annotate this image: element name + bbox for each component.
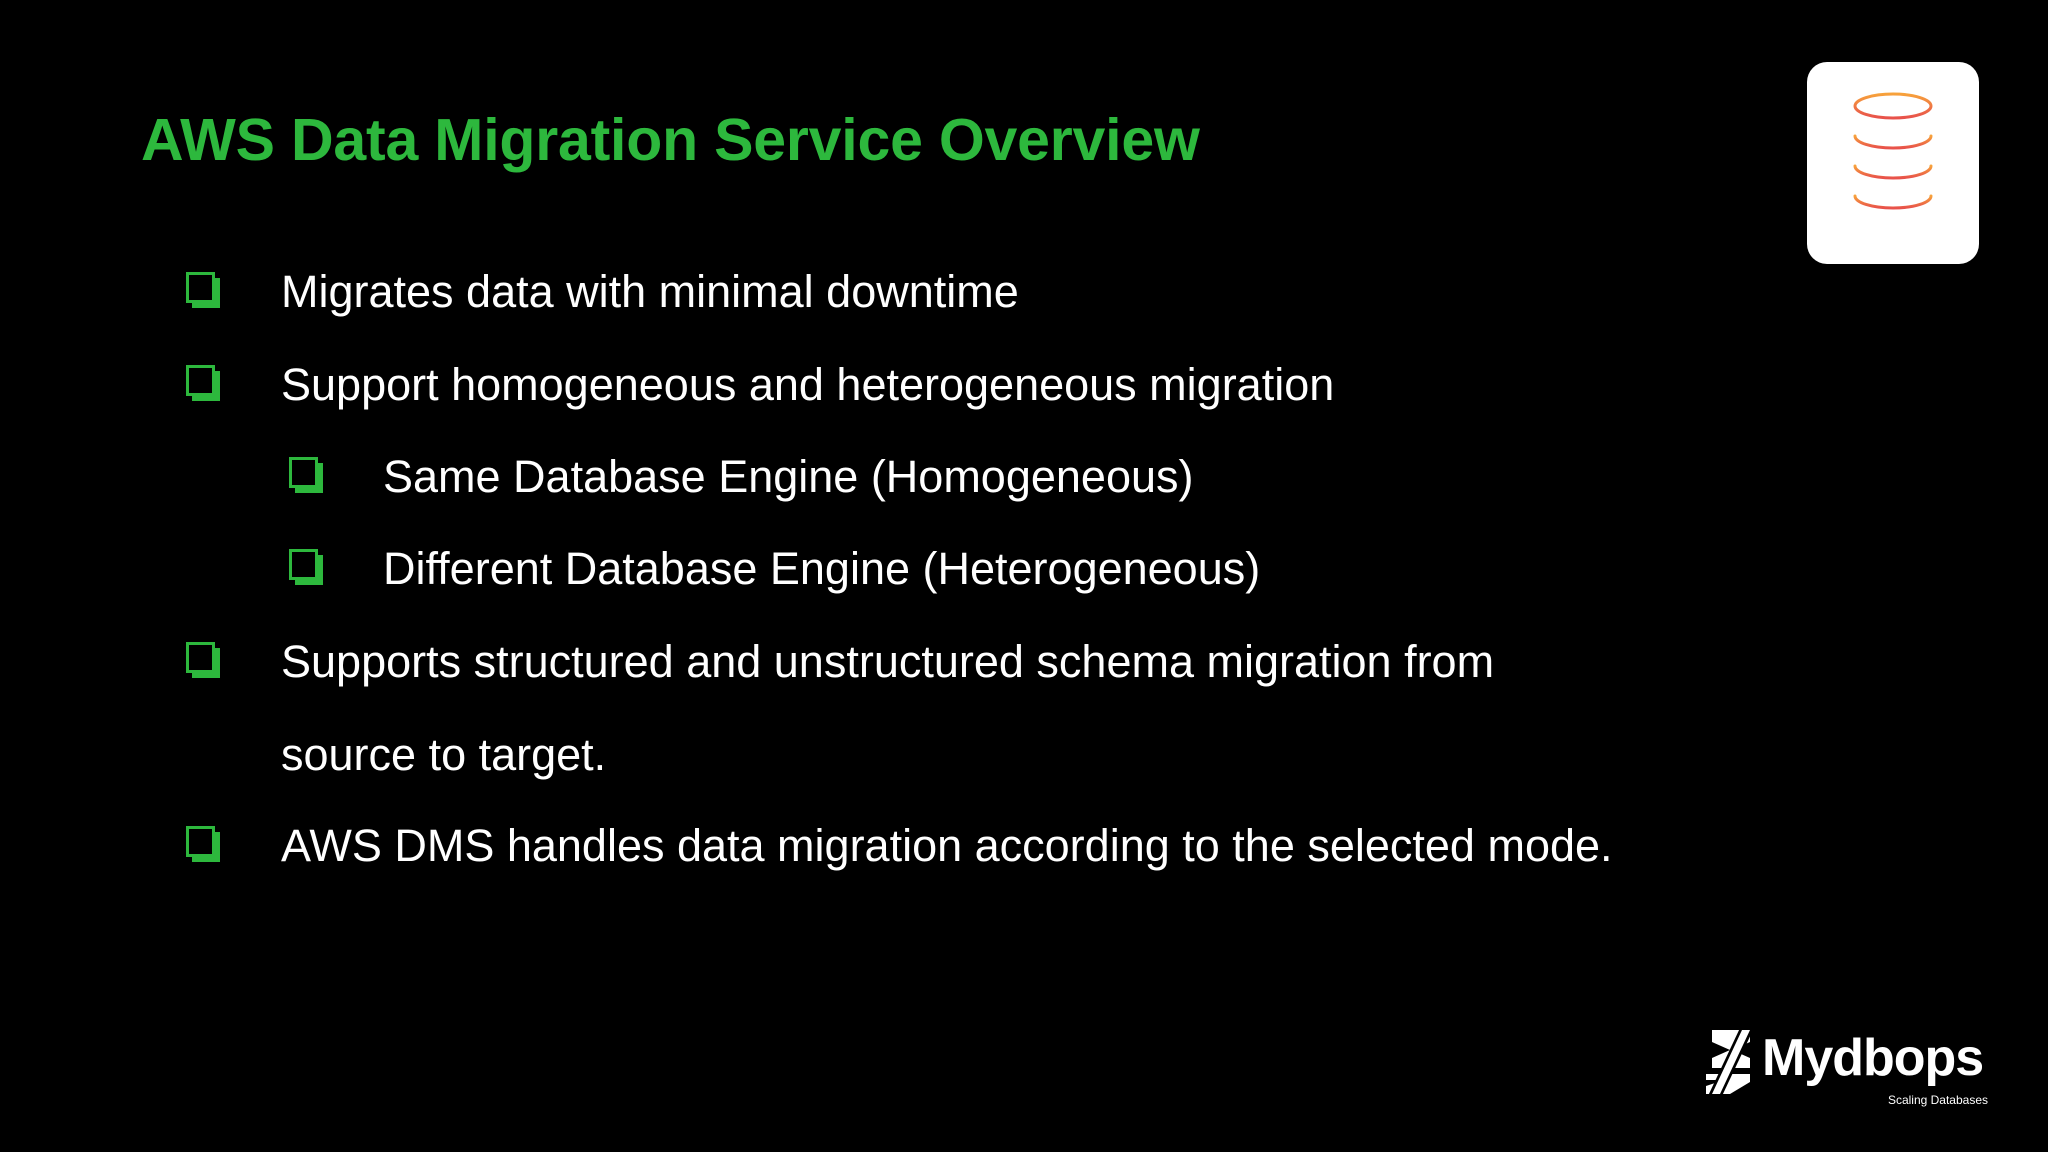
bullet-text: Same Database Engine (Homogeneous) [383,451,1194,502]
brand-tagline: Scaling Databases [1887,1093,1988,1107]
database-service-icon [1807,62,1979,264]
bullet-text: Support homogeneous and heterogeneous migration [281,359,1335,410]
bullet-text: Different Database Engine (Heterogeneous) [383,543,1261,594]
bullet-text: Migrates data with minimal downtime [281,266,1019,317]
brand-logo [1700,1024,2000,1112]
checkbox-icon [289,457,323,493]
checkbox-icon [289,549,323,585]
checkbox-icon [186,272,220,308]
checkbox-icon [186,826,220,862]
bullet-continuation: source to target. [281,729,607,780]
slide-title: AWS Data Migration Service Overview [141,107,1200,173]
brand-name: Mydbops [1762,1029,1984,1087]
bullet-text: Supports structured and unstructured schema migration from [281,636,1495,687]
checkbox-icon [186,642,220,678]
database-icon [1843,88,1943,238]
mydbops-logo-icon [1702,1028,1756,1096]
bullet-text: AWS DMS handles data migration according to the selected mode. [281,820,1613,871]
checkbox-icon [186,365,220,401]
